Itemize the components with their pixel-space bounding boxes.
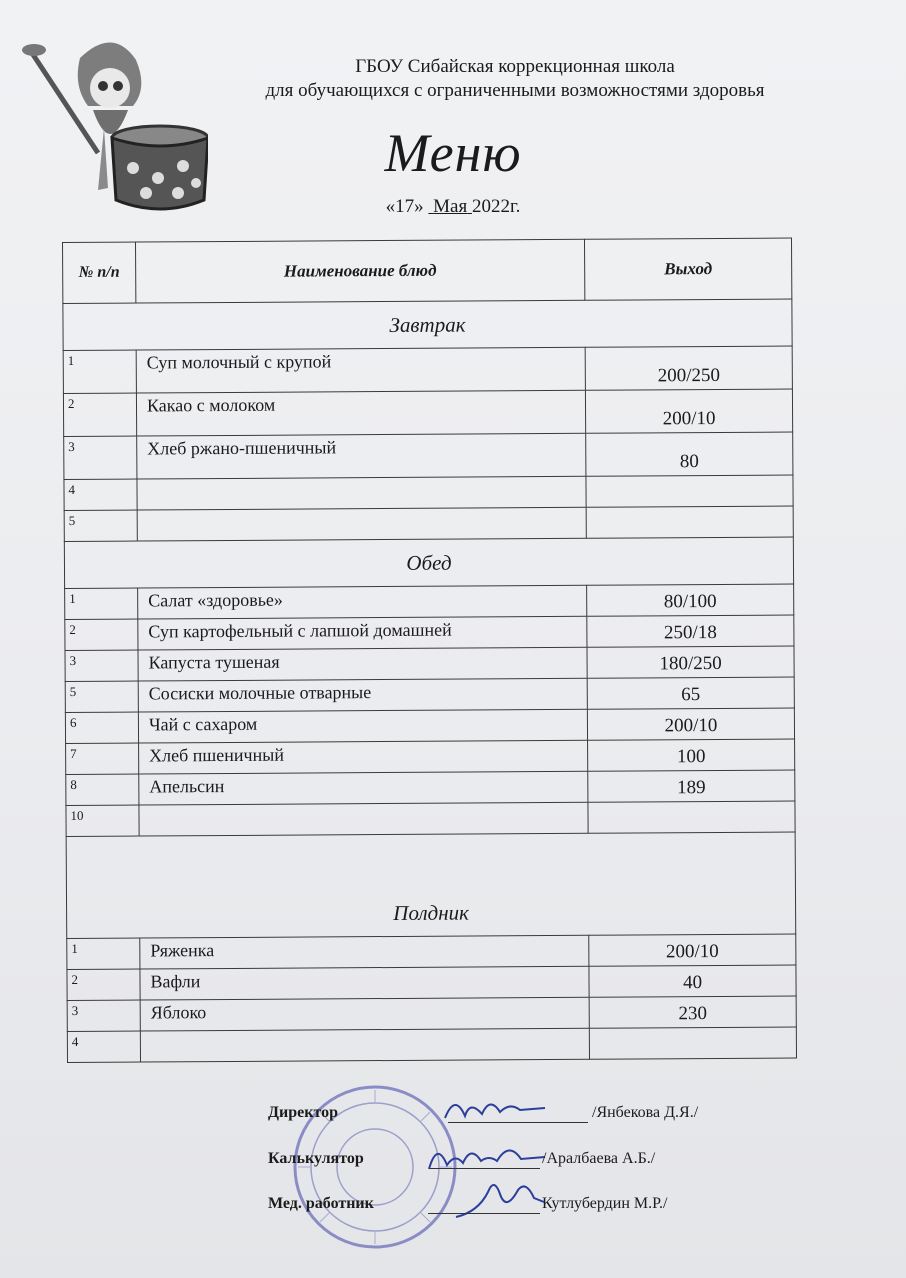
dish-yield: 250/18 (587, 615, 794, 647)
table-row (66, 770, 795, 805)
dish-yield (589, 1027, 796, 1059)
dish-name: Хлеб ржано-пшеничный (137, 433, 586, 479)
dish-name (137, 476, 586, 510)
row-number: 4 (67, 1031, 140, 1062)
section-title-snack: Полдник (66, 832, 796, 938)
dish-name: Салат «здоровье» (138, 585, 587, 619)
dish-yield: 200/250 (585, 346, 792, 390)
dish-yield: 65 (587, 677, 794, 709)
date-day: «17» (385, 196, 424, 217)
dish-yield: 189 (588, 770, 795, 802)
date-month: Мая (433, 196, 468, 217)
section-lunch (64, 537, 793, 588)
dish-name: Яблоко (140, 997, 589, 1031)
dish-name: Чай с сахаром (138, 709, 587, 743)
dish-yield (588, 801, 795, 833)
calc-name: /Аралбаева А.Б./ (542, 1150, 656, 1167)
table-row (67, 934, 796, 969)
table-row (64, 475, 793, 510)
col-header-yield: Выход (584, 238, 791, 300)
signature-med-worker (268, 1195, 374, 1213)
table-row (65, 584, 794, 619)
table-row (67, 996, 796, 1031)
row-number: 7 (66, 743, 139, 774)
dish-name: Апельсин (139, 771, 588, 805)
row-number: 2 (63, 393, 136, 436)
dish-yield: 200/10 (589, 934, 796, 966)
section-snack (66, 832, 796, 938)
calc-signature-line (430, 1150, 540, 1169)
signature-director (268, 1104, 338, 1122)
date-year: 2022г. (471, 196, 521, 217)
dish-name: Сосиски молочные отварные (138, 678, 587, 712)
school-name-line1: ГБОУ Сибайская коррекционная школа (355, 56, 675, 77)
row-number: 1 (63, 350, 136, 393)
table-row (67, 965, 796, 1000)
row-number: 1 (67, 938, 140, 969)
cartoon-cook-logo (18, 28, 208, 213)
page-title: Меню (384, 123, 522, 183)
dish-yield: 200/10 (587, 708, 794, 740)
dish-name: Какао с молоком (136, 390, 585, 436)
col-header-number: № п/п (63, 242, 136, 303)
dish-name (139, 802, 588, 836)
med-signature-line (428, 1195, 540, 1214)
med-name: Кутлубердин М.Р./ (542, 1195, 668, 1212)
row-number: 8 (66, 774, 139, 805)
table-row (66, 739, 795, 774)
dish-name: Хлеб пшеничный (139, 740, 588, 774)
dish-yield: 40 (589, 965, 796, 997)
table-row (65, 708, 794, 743)
section-title-lunch: Обед (64, 537, 793, 588)
director-role: Директор (268, 1104, 338, 1121)
table-row (65, 646, 794, 681)
director-signature-line (448, 1104, 588, 1123)
calc-role: Калькулятор (268, 1150, 364, 1167)
school-name-line2: для обучающихся с ограниченными возможностями здоровья (265, 80, 765, 101)
row-number: 4 (64, 479, 137, 510)
dish-name: Суп молочный с крупой (136, 347, 585, 393)
section-title-breakfast: Завтрак (63, 299, 792, 350)
menu-date (0, 196, 906, 218)
table-row (63, 346, 792, 393)
row-number: 2 (67, 969, 140, 1000)
table-row (65, 615, 794, 650)
signature-calculator (268, 1150, 364, 1168)
row-number: 5 (64, 510, 137, 541)
row-number: 3 (64, 436, 137, 479)
dish-yield: 180/250 (587, 646, 794, 678)
dish-yield: 230 (589, 996, 796, 1028)
table-header-row (63, 238, 792, 303)
dish-name: Суп картофельный с лапшой домашней (138, 616, 587, 650)
dish-name: Ряженка (140, 935, 589, 969)
table-row (65, 677, 794, 712)
table-row (64, 506, 793, 541)
row-number: 3 (65, 650, 138, 681)
section-breakfast (63, 299, 792, 350)
med-role: Мед. работник (268, 1195, 374, 1212)
dish-yield: 100 (588, 739, 795, 771)
dish-yield (586, 506, 793, 538)
dish-yield: 200/10 (585, 389, 792, 433)
col-header-dish: Наименование блюд (136, 239, 585, 303)
table-row (63, 389, 792, 436)
row-number: 1 (65, 588, 138, 619)
row-number: 3 (67, 1000, 140, 1031)
dish-name: Вафли (140, 966, 589, 1000)
row-number: 5 (65, 681, 138, 712)
row-number: 2 (65, 619, 138, 650)
director-name: /Янбекова Д.Я./ (592, 1104, 699, 1121)
table-row (66, 801, 795, 836)
table-row (67, 1027, 796, 1062)
row-number: 10 (66, 805, 139, 836)
dish-name (137, 507, 586, 541)
table-row (64, 432, 793, 479)
dish-name: Капуста тушеная (138, 647, 587, 681)
menu-table (62, 238, 797, 1063)
dish-yield: 80 (586, 432, 793, 476)
dish-yield (586, 475, 793, 507)
row-number: 6 (65, 712, 138, 743)
dish-yield: 80/100 (587, 584, 794, 616)
dish-name (140, 1028, 589, 1062)
